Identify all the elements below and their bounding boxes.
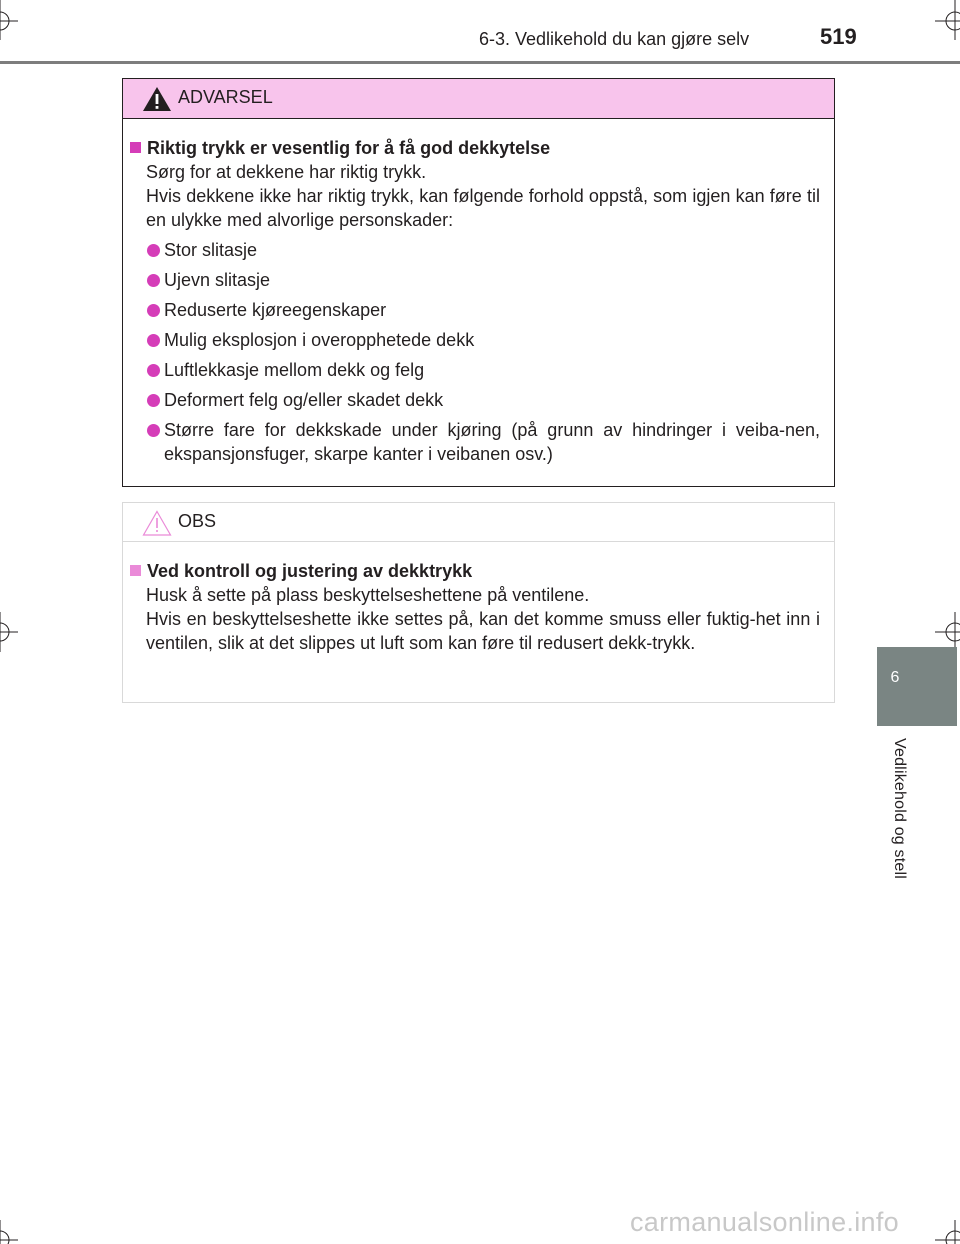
warning-title: ADVARSEL — [178, 87, 273, 107]
notice-subheading-text: Ved kontroll og justering av dekktrykk — [147, 561, 473, 581]
warning-intro: Sørg for at dekkene har riktig trykk. — [146, 162, 427, 182]
notice-body: Hvis en beskyttelseshette ikke settes på, kan det komme smuss eller fuktig-het inn i ventilen, slik at det slippes ut luft som kan føre til redusert dekk-trykk. — [146, 609, 820, 653]
header-divider — [0, 61, 960, 64]
chapter-tab — [877, 647, 957, 726]
warning-header — [123, 79, 834, 119]
chapter-number: 6 — [890, 669, 900, 686]
bullet-dot-icon — [147, 424, 160, 437]
warning-triangle-icon — [142, 86, 172, 112]
notice-content — [123, 559, 834, 655]
chapter-label: Vedlikehold og stell — [891, 738, 908, 879]
bullet-dot-icon — [147, 304, 160, 317]
notice-title: OBS — [178, 511, 217, 531]
warning-bullet: Deformert felg og/eller skadet dekk — [146, 388, 820, 412]
warning-subheading-text: Riktig trykk er vesentlig for å få god dekkytelse — [147, 138, 551, 158]
bullet-dot-icon — [147, 274, 160, 287]
bullet-dot-icon — [147, 244, 160, 257]
warning-bullet: Luftlekkasje mellom dekk og felg — [146, 358, 820, 382]
section-title: 6-3. Vedlikehold du kan gjøre selv — [479, 29, 750, 49]
warning-bullet: Ujevn slitasje — [146, 268, 820, 292]
caution-triangle-icon — [142, 510, 172, 536]
bullet-dot-icon — [147, 364, 160, 377]
warning-content — [123, 136, 834, 466]
notice-subheading — [130, 559, 820, 583]
warning-bullet: Større fare for dekkskade under kjøring (på grunn av hindringer i veiba-nen, ekspansjonsfuger, skarpe kanter i veibanen osv.) — [146, 418, 820, 466]
watermark-text: carmanualsonline.info — [630, 1207, 899, 1237]
warning-box — [122, 78, 835, 487]
warning-bullet: Mulig eksplosjon i overopphetede dekk — [146, 328, 820, 352]
square-bullet-icon — [130, 142, 141, 153]
bullet-dot-icon — [147, 334, 160, 347]
warning-bullet: Stor slitasje — [146, 238, 820, 262]
page-number: 519 — [820, 24, 857, 49]
notice-intro: Husk å sette på plass beskyttelseshettene på ventilene. — [146, 585, 590, 605]
square-bullet-icon — [130, 565, 141, 576]
bullet-dot-icon — [147, 394, 160, 407]
warning-body: Hvis dekkene ikke har riktig trykk, kan følgende forhold oppstå, som igjen kan føre til en ulykke med alvorlige personskader: — [146, 186, 820, 230]
warning-bullet: Reduserte kjøreegenskaper — [146, 298, 820, 322]
warning-subheading — [130, 136, 820, 160]
notice-box — [122, 502, 835, 703]
notice-header — [123, 503, 834, 542]
